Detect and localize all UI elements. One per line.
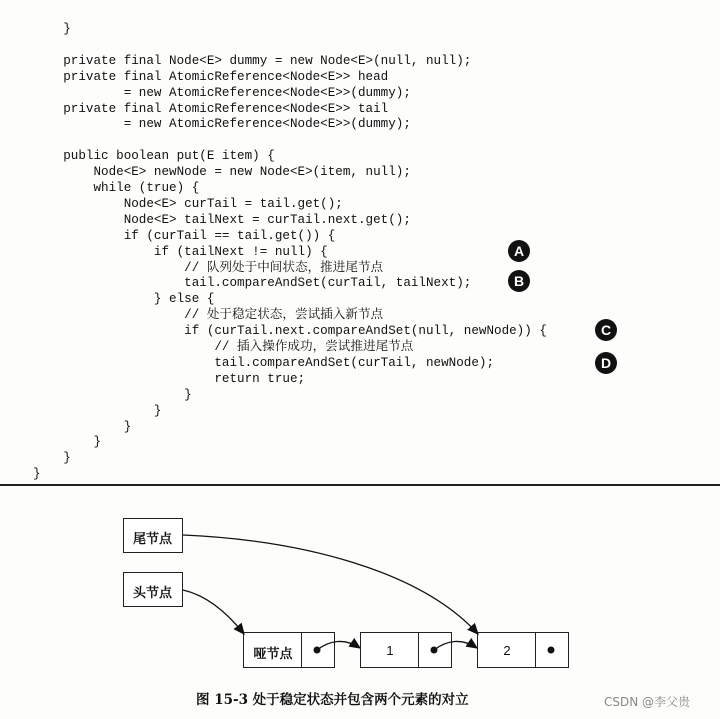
code-line: Node<E> newNode = new Node<E>(item, null);: [33, 165, 411, 180]
node-2-next-dot: [548, 647, 555, 654]
tail-pointer-arrow: [183, 535, 478, 634]
code-line: Node<E> curTail = tail.get();: [33, 196, 343, 211]
code-line: private final AtomicReference<Node<E>> head: [33, 69, 389, 84]
code-line: private final AtomicReference<Node<E>> tail: [33, 101, 389, 116]
code-line: }: [33, 387, 192, 402]
code-line: }: [33, 22, 71, 36]
code-line: return true;: [33, 371, 306, 386]
code-line: // 队列处于中间状态，推进尾节点: [33, 260, 384, 275]
code-line: }: [33, 403, 162, 418]
code-line: } else {: [33, 292, 215, 307]
code-line: tail.compareAndSet(curTail, newNode);: [33, 355, 495, 370]
figure-caption: 图 15-3 处于稳定状态并包含两个元素的对立: [196, 692, 469, 708]
head-pointer-label: 头节点: [132, 586, 172, 601]
marker-b-badge: B: [508, 270, 530, 292]
code-line: if (curTail.next.compareAndSet(null, newNode)) {: [33, 324, 547, 339]
code-line: // 处于稳定状态，尝试插入新节点: [33, 308, 384, 323]
tail-pointer-label: 尾节点: [132, 532, 172, 547]
code-line: = new AtomicReference<Node<E>>(dummy);: [33, 85, 411, 100]
dummy-next-arrow: [317, 641, 360, 650]
code-line: tail.compareAndSet(curTail, tailNext);: [33, 276, 472, 291]
code-line: }: [33, 419, 132, 434]
code-line: while (true) {: [33, 181, 200, 195]
node-2-value: 2: [503, 643, 511, 658]
code-line: }: [33, 451, 71, 466]
csdn-watermark: CSDN @李父贵: [604, 695, 691, 709]
code-line: }: [33, 467, 41, 482]
head-pointer-arrow: [183, 590, 244, 634]
marker-d-badge: D: [595, 352, 617, 374]
code-line: Node<E> tailNext = curTail.next.get();: [33, 212, 411, 227]
code-line: public boolean put(E item) {: [33, 149, 275, 164]
node-1-value: 1: [386, 643, 394, 658]
node-1-next-arrow: [434, 641, 477, 650]
code-line: if (curTail == tail.get()) {: [33, 228, 336, 243]
code-line: // 插入操作成功，尝试推进尾节点: [33, 340, 414, 354]
code-line: = new AtomicReference<Node<E>>(dummy);: [33, 117, 411, 132]
marker-c-badge: C: [595, 319, 617, 341]
dummy-node-label: 哑节点: [253, 647, 293, 662]
code-line: }: [33, 435, 102, 450]
code-line: private final Node<E> dummy = new Node<E>(null, null);: [33, 53, 472, 68]
code-line: if (tailNext != null) {: [33, 244, 328, 259]
marker-a-badge: A: [508, 240, 530, 262]
